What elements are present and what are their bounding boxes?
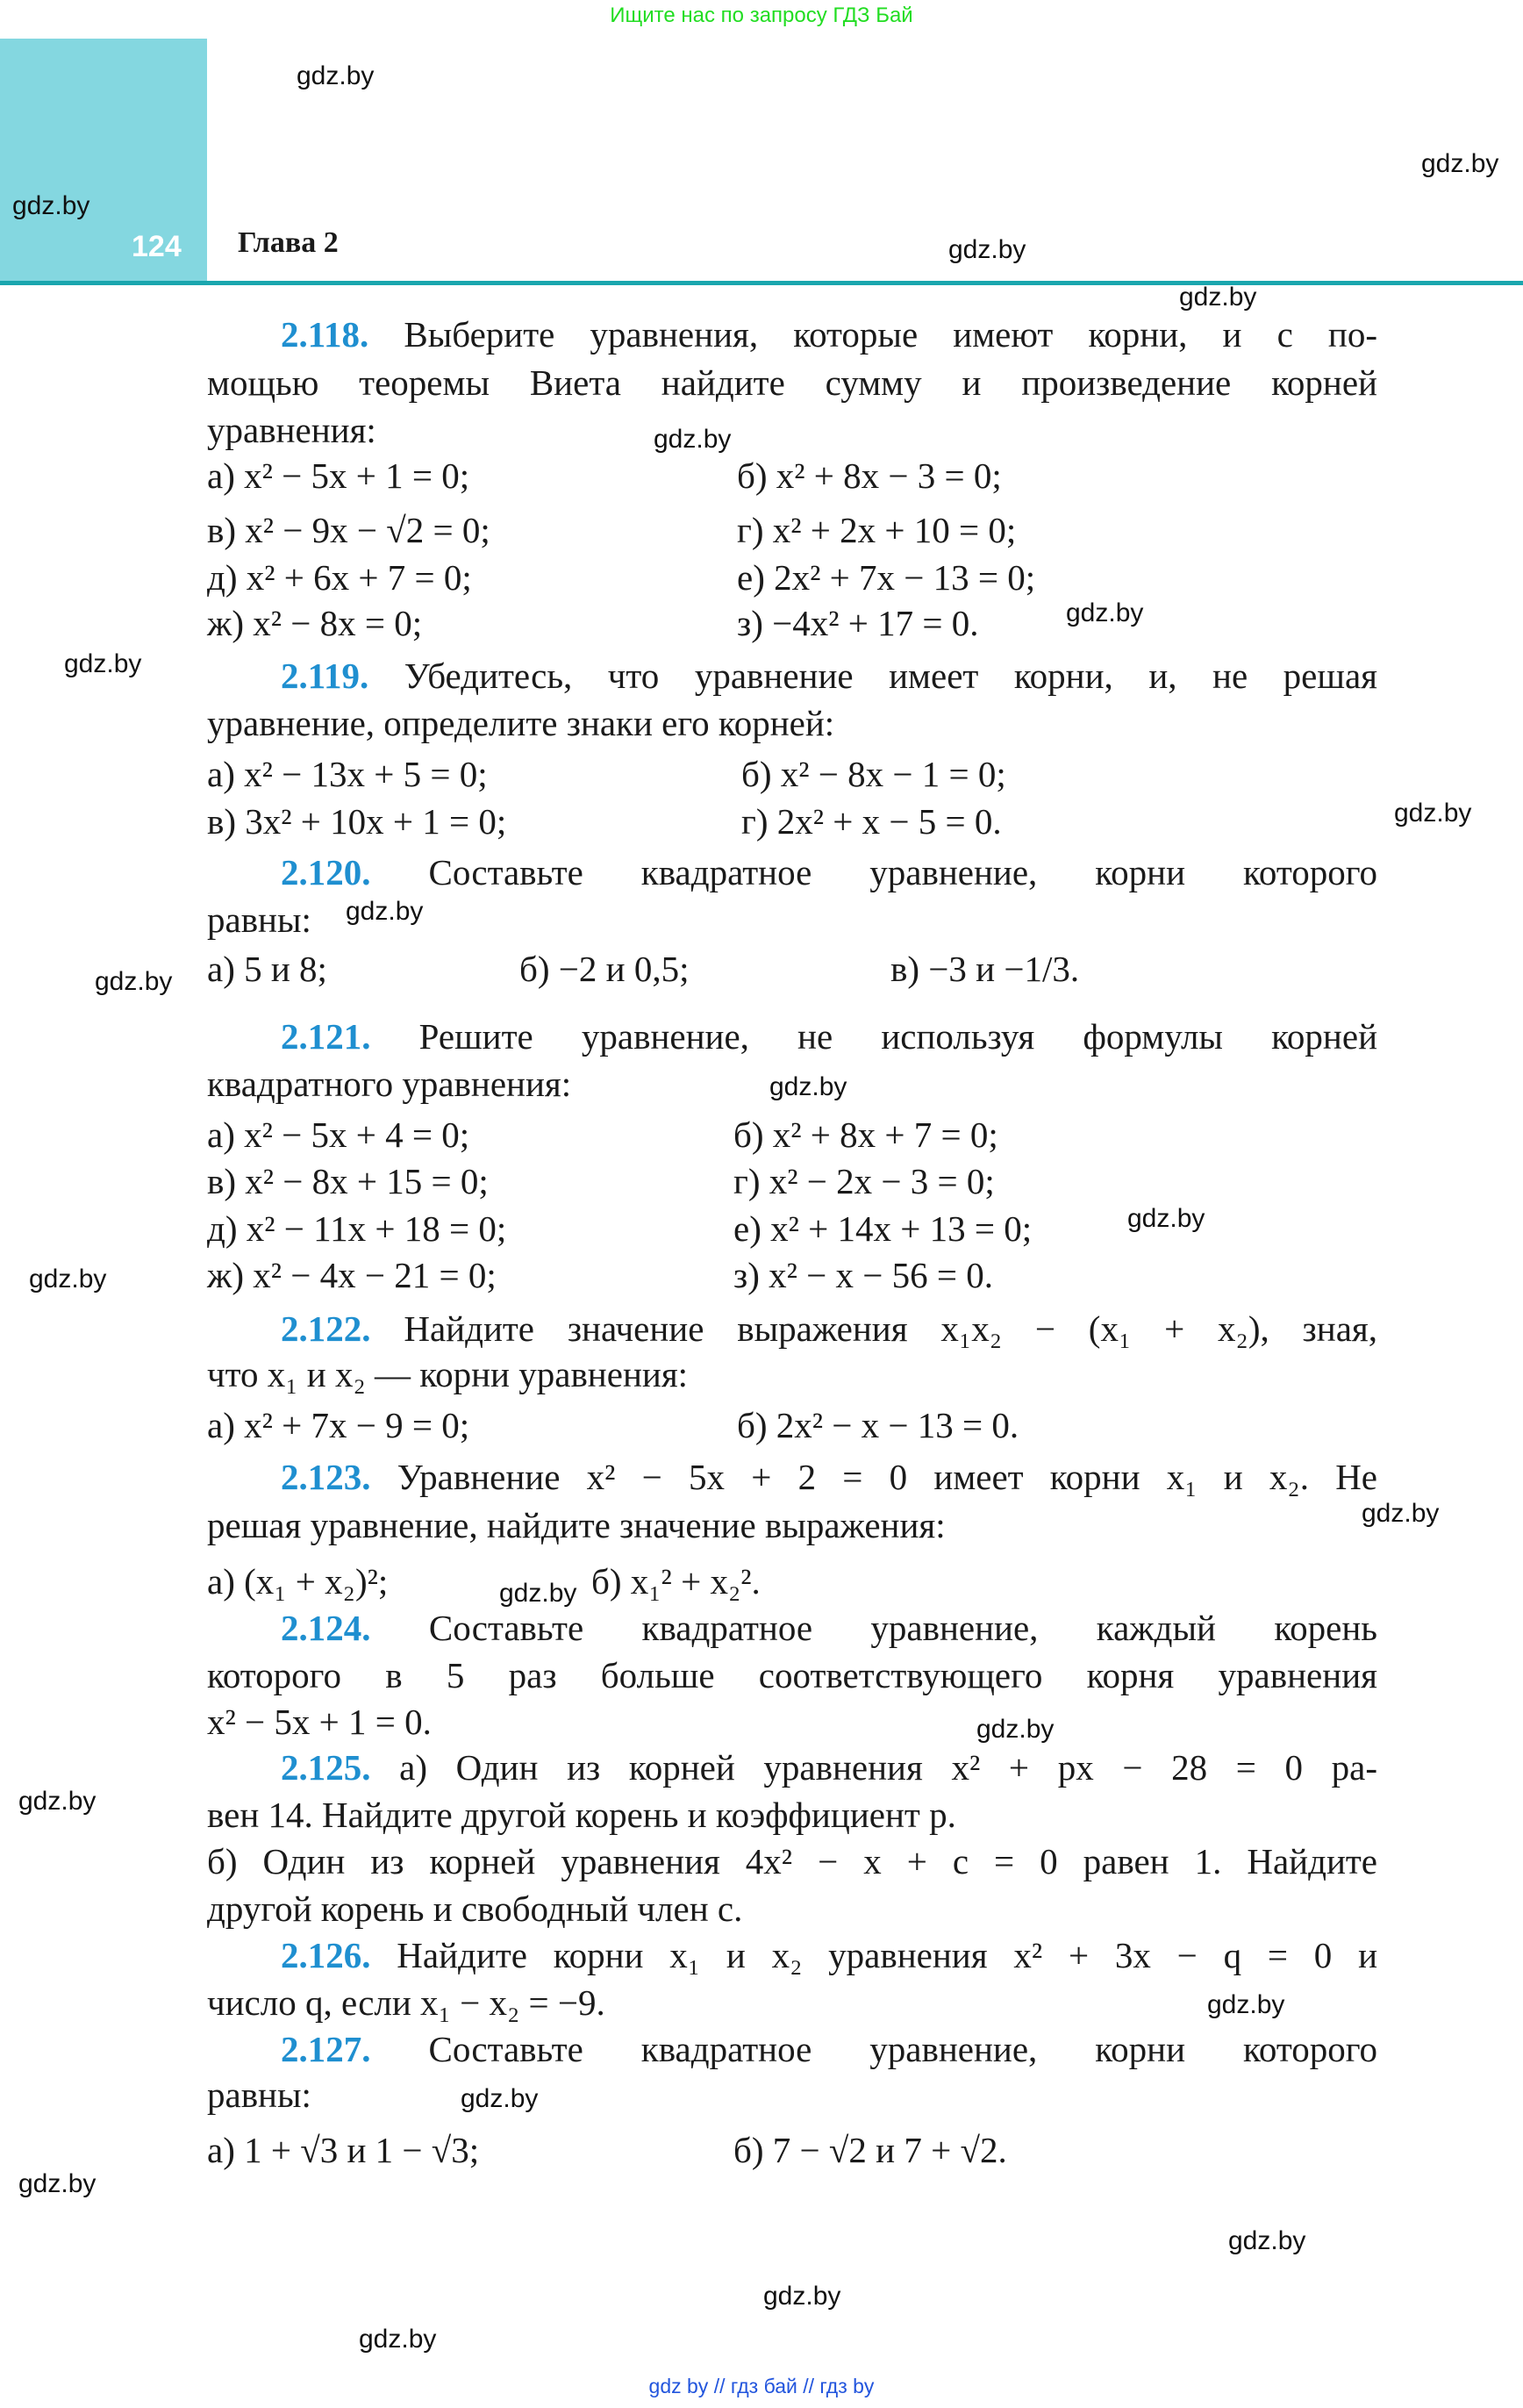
watermark: gdz.by bbox=[1362, 1499, 1440, 1528]
exercise-item: з) x² − x − 56 = 0. bbox=[733, 1255, 994, 1295]
problem-text-line bbox=[281, 1933, 1377, 1977]
footer-links[interactable]: gdz by // гдз бай // гдз by bbox=[648, 2375, 875, 2397]
watermark: gdz.by bbox=[12, 191, 90, 220]
exercise-item: д) x² − 11x + 18 = 0; bbox=[207, 1208, 507, 1249]
watermark: gdz.by bbox=[359, 2325, 437, 2354]
problem-number: 2.127. bbox=[281, 2029, 371, 2069]
problem-text: Убедитесь, что уравнение имеет корни, и, не решая bbox=[404, 656, 1378, 696]
problem-text: x² − 5x + 1 = 0. bbox=[207, 1702, 432, 1742]
problem-text: Составьте квадратное уравнение, корни которого bbox=[428, 852, 1377, 892]
exercise-item: г) x² − 2x − 3 = 0; bbox=[733, 1161, 995, 1201]
exercise-item: в) 3x² + 10x + 1 = 0; bbox=[207, 801, 507, 842]
watermark: gdz.by bbox=[1421, 149, 1499, 178]
watermark: gdz.by bbox=[654, 425, 732, 454]
problem-text: б) Один из корней уравнения 4x² − x + c = 0 равен 1. Найдите bbox=[207, 1841, 1377, 1881]
problem-text: мощью теоремы Виета найдите сумму и произведение корней bbox=[207, 362, 1377, 403]
exercise-item: б) 2x² − x − 13 = 0. bbox=[737, 1405, 1019, 1445]
problem-text-line bbox=[281, 1455, 1377, 1499]
exercise-item: в) x² − 9x − √2 = 0; bbox=[207, 510, 490, 550]
problem-text: число q, если x₁ − x₂ = −9. bbox=[207, 1982, 605, 2023]
problem-text: решая уравнение, найдите значение выражения: bbox=[207, 1505, 946, 1545]
top-banner-link[interactable]: Ищите нас по запросу ГДЗ Бай bbox=[610, 4, 913, 27]
problem-text-line bbox=[207, 2073, 311, 2117]
exercise-item: в) −3 и −1/3. bbox=[890, 949, 1080, 989]
problem-text-line bbox=[207, 1887, 742, 1931]
problem-text-line bbox=[207, 1793, 956, 1837]
watermark: gdz.by bbox=[1066, 598, 1144, 627]
problem-text-line bbox=[281, 312, 1377, 356]
problem-text-line bbox=[281, 850, 1377, 894]
exercise-item: а) 1 + √3 и 1 − √3; bbox=[207, 2130, 480, 2170]
problem-text: Найдите значение выражения x₁x₂ − (x₁ + x₂), зная, bbox=[404, 1308, 1378, 1349]
exercise-item: б) 7 − √2 и 7 + √2. bbox=[733, 2130, 1007, 2170]
problem-text-line bbox=[207, 361, 1377, 405]
problem-text-line bbox=[207, 1503, 946, 1547]
exercise-item: б) x₁² + x₂². bbox=[591, 1561, 761, 1602]
problem-text-line bbox=[281, 1606, 1377, 1650]
problem-text-line bbox=[207, 898, 311, 942]
exercise-item: е) x² + 14x + 13 = 0; bbox=[733, 1208, 1033, 1249]
problem-text: Выберите уравнения, которые имеют корни, и с по- bbox=[404, 314, 1377, 355]
exercise-item: ж) x² − 4x − 21 = 0; bbox=[207, 1255, 497, 1295]
problem-text: другой корень и свободный член c. bbox=[207, 1888, 743, 1929]
problem-text-line bbox=[207, 1062, 571, 1106]
watermark: gdz.by bbox=[29, 1265, 107, 1294]
problem-text-line bbox=[207, 1352, 688, 1396]
watermark: gdz.by bbox=[1207, 1990, 1285, 2019]
watermark: gdz.by bbox=[1127, 1204, 1205, 1233]
problem-text: квадратного уравнения: bbox=[207, 1064, 572, 1104]
watermark: gdz.by bbox=[1179, 283, 1257, 312]
problem-text-line bbox=[281, 1014, 1377, 1058]
exercise-item: б) x² + 8x − 3 = 0; bbox=[737, 455, 1002, 496]
watermark: gdz.by bbox=[18, 2169, 97, 2198]
problem-number: 2.124. bbox=[281, 1608, 371, 1648]
exercise-item: з) −4x² + 17 = 0. bbox=[737, 603, 979, 643]
exercise-item: б) −2 и 0,5; bbox=[519, 949, 690, 989]
problem-text-line bbox=[207, 1653, 1377, 1697]
problem-text: Найдите корни x₁ и x₂ уравнения x² + 3x − q = 0 и bbox=[397, 1935, 1378, 1975]
problem-text: уравнение, определите знаки его корней: bbox=[207, 703, 835, 743]
exercise-item: е) 2x² + 7x − 13 = 0; bbox=[737, 557, 1036, 598]
problem-text: равны: bbox=[207, 899, 311, 940]
problem-text-line bbox=[281, 2027, 1377, 2071]
problem-text-line bbox=[281, 1745, 1377, 1789]
problem-number: 2.122. bbox=[281, 1308, 371, 1349]
problem-text-line bbox=[207, 701, 834, 745]
problem-text-line bbox=[207, 1839, 1377, 1883]
watermark: gdz.by bbox=[763, 2282, 841, 2311]
exercise-item: ж) x² − 8x = 0; bbox=[207, 603, 423, 643]
header-divider bbox=[0, 281, 1523, 285]
watermark: gdz.by bbox=[297, 61, 375, 90]
problem-text: а) Один из корней уравнения x² + px − 28 = 0 ра- bbox=[399, 1747, 1377, 1788]
problem-text: которого в 5 раз больше соответствующего корня уравнения bbox=[207, 1655, 1377, 1695]
problem-text-line bbox=[207, 1981, 605, 2025]
chapter-title: Глава 2 bbox=[238, 226, 339, 259]
problem-number: 2.119. bbox=[281, 656, 369, 696]
problem-text: равны: bbox=[207, 2075, 311, 2115]
exercise-item: в) x² − 8x + 15 = 0; bbox=[207, 1161, 489, 1201]
problem-text-line bbox=[207, 408, 376, 452]
problem-text: что x₁ и x₂ — корни уравнения: bbox=[207, 1354, 689, 1394]
problem-number: 2.123. bbox=[281, 1457, 371, 1497]
watermark: gdz.by bbox=[64, 649, 142, 678]
exercise-item: а) x² + 7x − 9 = 0; bbox=[207, 1405, 470, 1445]
exercise-item: а) x² − 13x + 5 = 0; bbox=[207, 754, 488, 794]
exercise-item: а) 5 и 8; bbox=[207, 949, 327, 989]
watermark: gdz.by bbox=[95, 967, 173, 996]
watermark: gdz.by bbox=[499, 1579, 577, 1608]
watermark: gdz.by bbox=[18, 1787, 97, 1816]
problem-text-line bbox=[281, 1307, 1377, 1351]
problem-text: уравнения: bbox=[207, 410, 376, 450]
exercise-item: б) x² − 8x − 1 = 0; bbox=[741, 754, 1006, 794]
watermark: gdz.by bbox=[461, 2084, 539, 2113]
watermark: gdz.by bbox=[769, 1072, 847, 1101]
exercise-item: д) x² + 6x + 7 = 0; bbox=[207, 557, 472, 598]
page-number: 124 bbox=[132, 230, 182, 263]
problem-number: 2.126. bbox=[281, 1935, 371, 1975]
watermark: gdz.by bbox=[948, 235, 1026, 264]
exercise-item: а) x² − 5x + 1 = 0; bbox=[207, 455, 470, 496]
watermark: gdz.by bbox=[1228, 2226, 1306, 2255]
problem-text: Решите уравнение, не используя формулы корней bbox=[418, 1016, 1378, 1057]
problem-number: 2.118. bbox=[281, 314, 369, 355]
problem-text-line bbox=[207, 1700, 432, 1744]
problem-text: Составьте квадратное уравнение, корни которого bbox=[428, 2029, 1377, 2069]
watermark: gdz.by bbox=[346, 897, 424, 926]
problem-text-line bbox=[281, 654, 1377, 698]
problem-number: 2.121. bbox=[281, 1016, 371, 1057]
exercise-item: г) 2x² + x − 5 = 0. bbox=[741, 801, 1002, 842]
watermark: gdz.by bbox=[976, 1715, 1055, 1744]
problem-text: вен 14. Найдите другой корень и коэффициент p. bbox=[207, 1795, 956, 1835]
exercise-item: а) x² − 5x + 4 = 0; bbox=[207, 1114, 470, 1155]
exercise-item: г) x² + 2x + 10 = 0; bbox=[737, 510, 1017, 550]
problem-text: Уравнение x² − 5x + 2 = 0 имеет корни x₁ и x₂. Не bbox=[397, 1457, 1378, 1497]
problem-text: Составьте квадратное уравнение, каждый корень bbox=[428, 1608, 1378, 1648]
exercise-item: а) (x₁ + x₂)²; bbox=[207, 1561, 389, 1602]
watermark: gdz.by bbox=[1394, 799, 1472, 828]
exercise-item: б) x² + 8x + 7 = 0; bbox=[733, 1114, 998, 1155]
problem-number: 2.120. bbox=[281, 852, 371, 892]
problem-number: 2.125. bbox=[281, 1747, 371, 1788]
